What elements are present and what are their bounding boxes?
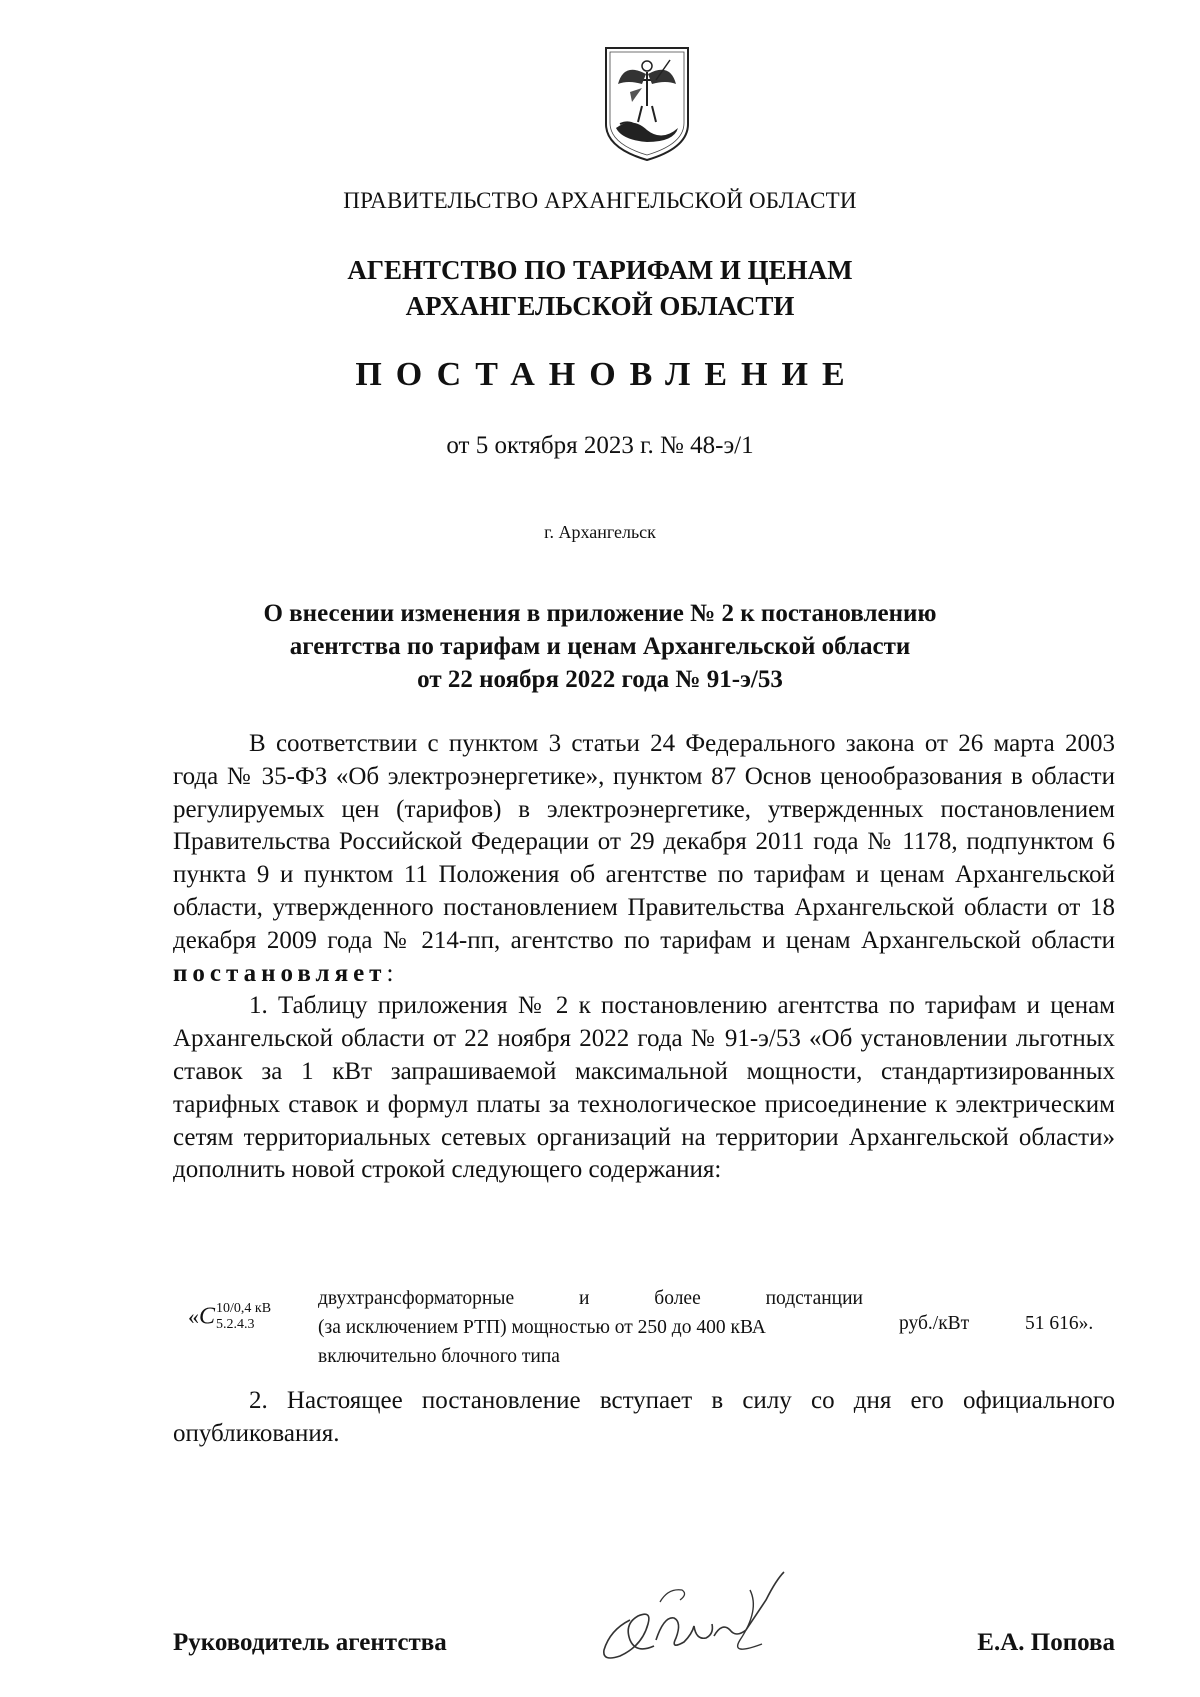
- description-line3: включительно блочного типа: [318, 1346, 560, 1367]
- preamble-paragraph: [173, 728, 1115, 990]
- unit-cell: руб./кВт: [899, 1313, 970, 1334]
- description-word: двухтрансформаторные: [318, 1288, 515, 1309]
- description-word: более: [654, 1288, 701, 1309]
- formula-cell: [188, 1301, 308, 1333]
- handwritten-signature: [590, 1560, 800, 1670]
- open-quote: «: [188, 1304, 199, 1329]
- formula-subscript: 5.2.4.3: [216, 1317, 255, 1332]
- title-line3: от 22 ноября 2022 года № 91-э/53: [417, 666, 783, 693]
- item-2-paragraph: 2. Настоящее постановление вступает в силу со дня его официального опубликования.: [173, 1387, 1115, 1447]
- item-1-paragraph: 1. Таблицу приложения № 2 к постановлению агентства по тарифам и ценам Архангельской области от 22 ноября 2022 года № 91-э/53 «Об установлении льготных ставок за 1 кВт запрашиваемой максимальной мощности, стандартизированных тарифных ставок и формул платы за технологическое присоединение к электрическим сетям территориальных сетевых организаций на территории Архангельской области» дополнить новой строкой следующего содержания:: [173, 992, 1115, 1184]
- date-and-number: от 5 октября 2023 г. № 48-э/1: [446, 432, 754, 459]
- main-text: [173, 728, 1115, 1187]
- document-title: [0, 597, 1200, 696]
- document-type: ПОСТАНОВЛЕНИЕ: [355, 356, 859, 393]
- title-line1: О внесении изменения в приложение № 2 к постановлению: [263, 600, 937, 627]
- formula-symbol: C: [199, 1303, 216, 1330]
- formula-superscript: 10/0,4 кВ: [216, 1301, 272, 1316]
- city: г. Архангельск: [544, 522, 656, 542]
- signer-name: Е.А. Попова: [977, 1629, 1115, 1656]
- government-name: ПРАВИТЕЛЬСТВО АРХАНГЕЛЬСКОЙ ОБЛАСТИ: [343, 188, 857, 213]
- coat-of-arms-emblem: [602, 44, 692, 162]
- table-row: [173, 1284, 1115, 1374]
- agency-name: [0, 252, 1200, 324]
- agency-name-line1: АГЕНТСТВО ПО ТАРИФАМ И ЦЕНАМ: [347, 255, 853, 285]
- formula-scripts: [216, 1301, 271, 1333]
- title-line2: агентства по тарифам и ценам Архангельской области: [289, 633, 911, 660]
- description-line1: [318, 1284, 863, 1313]
- description-word: и: [578, 1288, 590, 1309]
- value-cell: 51 616».: [1025, 1313, 1094, 1334]
- closing-text: [173, 1385, 1115, 1451]
- preamble-text: В соответствии с пунктом 3 статьи 24 Федерального закона от 26 марта 2003 года № 35-ФЗ «Об электроэнергетике», пунктом 87 Основ ценообразования в области регулируемых цен (тарифов) в электроэнергетике, утвержденных постановлением Правительства Российской Федерации от 29 декабря 2011 года № 1178, подпунктом 6 пункта 9 и пунктом 11 Положения об агентстве по тарифам и ценам Архангельской области, утвержденного постановлением Правительства Архангельской области от 18 декабря 2009 года № 214-пп, агентство по тарифам и ценам Архангельской области: [173, 730, 1115, 954]
- agency-name-line2: АРХАНГЕЛЬСКОЙ ОБЛАСТИ: [405, 291, 795, 321]
- description-word: подстанции: [765, 1288, 863, 1309]
- decree-word: постановляет: [173, 959, 387, 987]
- signer-position: Руководитель агентства: [173, 1629, 447, 1656]
- description-line2: (за исключением РТП) мощностью от 250 до 400 кВА: [318, 1317, 766, 1338]
- decree-colon: :: [386, 959, 394, 987]
- description-cell: [318, 1284, 863, 1371]
